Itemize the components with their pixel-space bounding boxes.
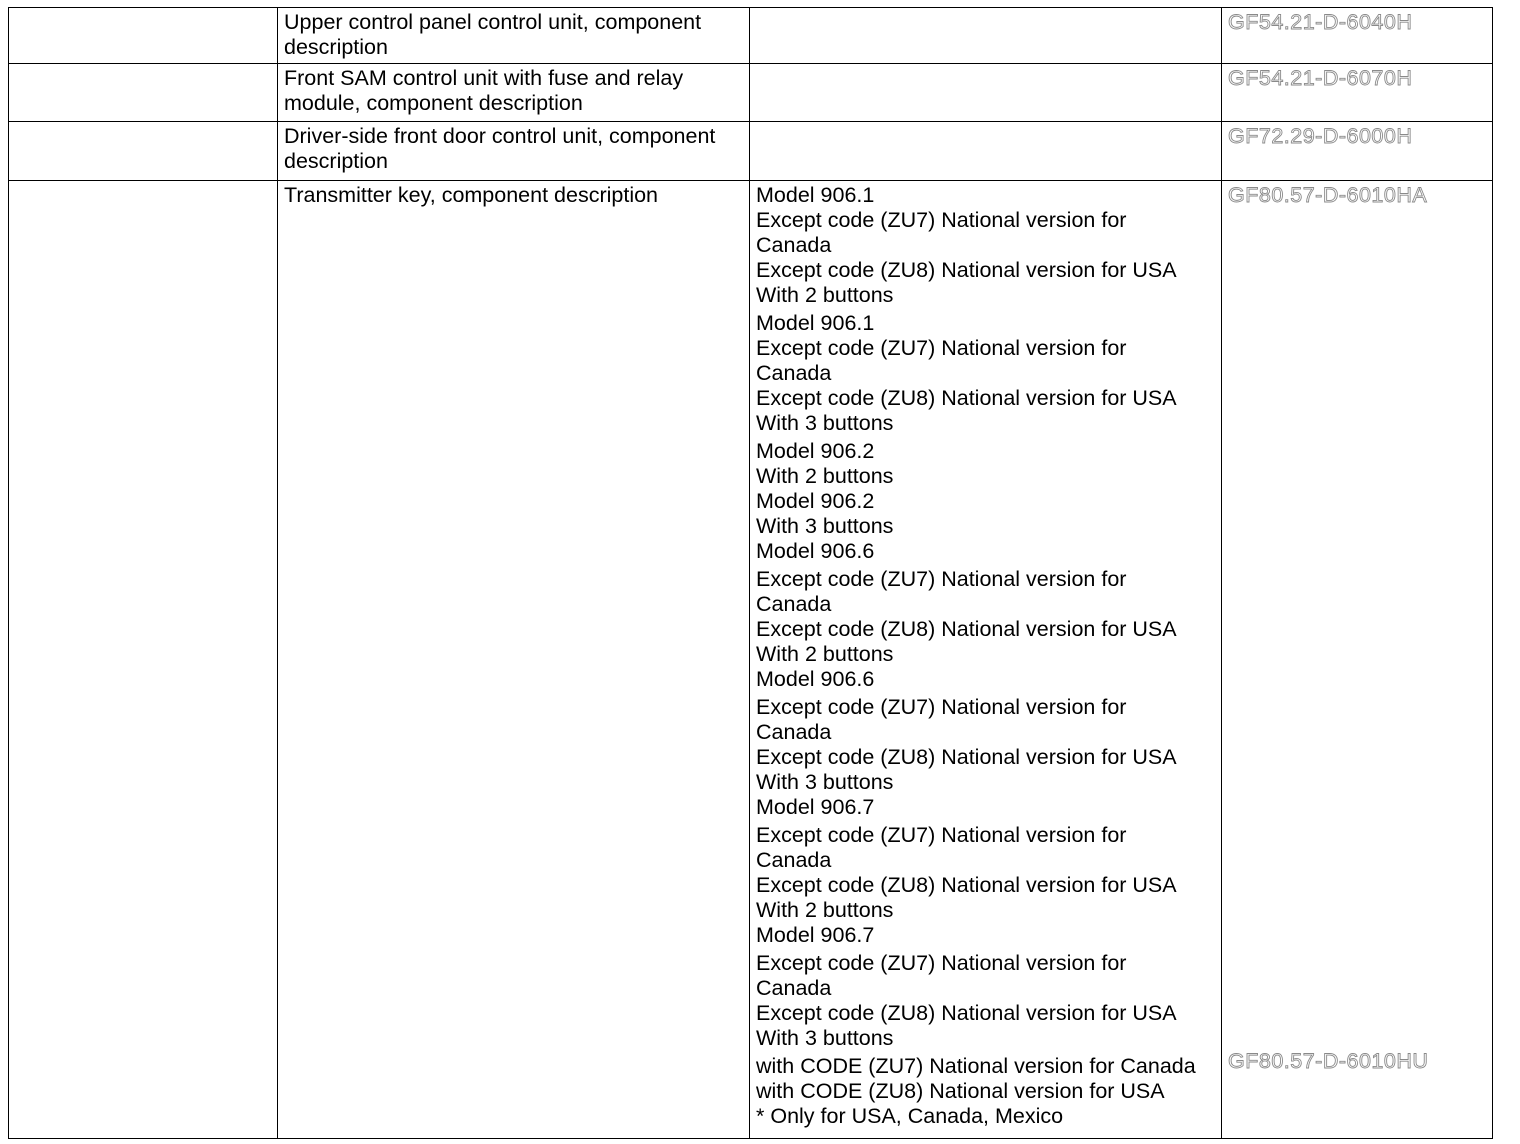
condition-group: [756, 823, 1215, 948]
empty-cell: [9, 181, 278, 1139]
condition-line: * Only for USA, Canada, Mexico: [756, 1104, 1064, 1128]
empty-cell: [9, 64, 278, 122]
reference-cell[interactable]: [1222, 64, 1493, 122]
condition-line: with CODE (ZU8) National version for USA: [756, 1079, 1165, 1103]
condition-line: Model 906.7: [756, 923, 875, 947]
condition-line: With 2 buttons: [756, 283, 894, 307]
condition-line: Except code (ZU8) National version for USA: [756, 617, 1177, 641]
condition-group: [756, 539, 1215, 564]
condition-line: Except code (ZU7) National version for: [756, 695, 1127, 719]
condition-group: [756, 951, 1215, 1051]
condition-line: Model 906.2: [756, 489, 875, 513]
table-row: [9, 64, 1493, 122]
condition-line: Except code (ZU8) National version for USA: [756, 745, 1177, 769]
condition-group: [756, 489, 1215, 539]
reference-cell[interactable]: [1222, 181, 1493, 1139]
reference-link[interactable]: GF80.57-D-6010HU: [1228, 1049, 1429, 1073]
condition-line: Model 906.7: [756, 795, 875, 819]
conditions-cell: [750, 181, 1222, 1139]
reference-link[interactable]: GF72.29-D-6000H: [1228, 124, 1413, 148]
table-row: [9, 181, 1493, 1139]
condition-line: With 3 buttons: [756, 1026, 894, 1050]
table-row: [9, 8, 1493, 64]
condition-line: Except code (ZU8) National version for USA: [756, 386, 1177, 410]
reference-link[interactable]: GF54.21-D-6070H: [1228, 66, 1413, 90]
conditions-cell: [750, 64, 1222, 122]
condition-line: With 2 buttons: [756, 464, 894, 488]
component-description: Driver-side front door control unit, component description: [278, 122, 750, 181]
condition-line: Canada: [756, 592, 832, 616]
condition-group: [756, 567, 1215, 692]
condition-group: [756, 1054, 1215, 1129]
condition-line: Canada: [756, 361, 832, 385]
condition-group: [756, 695, 1215, 820]
condition-line: Model 906.1: [756, 183, 875, 207]
reference-link[interactable]: GF80.57-D-6010HA: [1228, 183, 1428, 207]
condition-group: [756, 439, 1215, 489]
condition-line: With 2 buttons: [756, 898, 894, 922]
condition-line: Canada: [756, 233, 832, 257]
condition-line: Model 906.6: [756, 667, 875, 691]
empty-cell: [9, 8, 278, 64]
component-table: [8, 7, 1493, 1139]
reference-link[interactable]: GF54.21-D-6040H: [1228, 10, 1413, 34]
condition-line: Except code (ZU7) National version for: [756, 208, 1127, 232]
component-description: Upper control panel control unit, component description: [278, 8, 750, 64]
condition-line: With 3 buttons: [756, 514, 894, 538]
condition-line: Except code (ZU8) National version for USA: [756, 1001, 1177, 1025]
condition-line: Canada: [756, 720, 832, 744]
condition-line: Except code (ZU7) National version for: [756, 336, 1127, 360]
reference-cell[interactable]: [1222, 122, 1493, 181]
empty-cell: [9, 122, 278, 181]
reference-cell[interactable]: [1222, 8, 1493, 64]
conditions-cell: [750, 122, 1222, 181]
component-description: Front SAM control unit with fuse and relay module, component description: [278, 64, 750, 122]
condition-line: Except code (ZU7) National version for: [756, 567, 1127, 591]
condition-line: With 3 buttons: [756, 411, 894, 435]
condition-line: Model 906.1: [756, 311, 875, 335]
condition-line: with CODE (ZU7) National version for Canada: [756, 1054, 1196, 1078]
table-row: [9, 122, 1493, 181]
condition-line: Except code (ZU8) National version for USA: [756, 258, 1177, 282]
condition-line: Model 906.2: [756, 439, 875, 463]
condition-line: Except code (ZU7) National version for: [756, 823, 1127, 847]
condition-line: Except code (ZU7) National version for: [756, 951, 1127, 975]
condition-line: Canada: [756, 848, 832, 872]
condition-line: Model 906.6: [756, 539, 875, 563]
condition-line: Canada: [756, 976, 832, 1000]
conditions-cell: [750, 8, 1222, 64]
condition-group: [756, 311, 1215, 436]
condition-line: With 2 buttons: [756, 642, 894, 666]
condition-line: Except code (ZU8) National version for USA: [756, 873, 1177, 897]
component-description: Transmitter key, component description: [278, 181, 750, 1139]
condition-group: [756, 183, 1215, 308]
condition-line: With 3 buttons: [756, 770, 894, 794]
